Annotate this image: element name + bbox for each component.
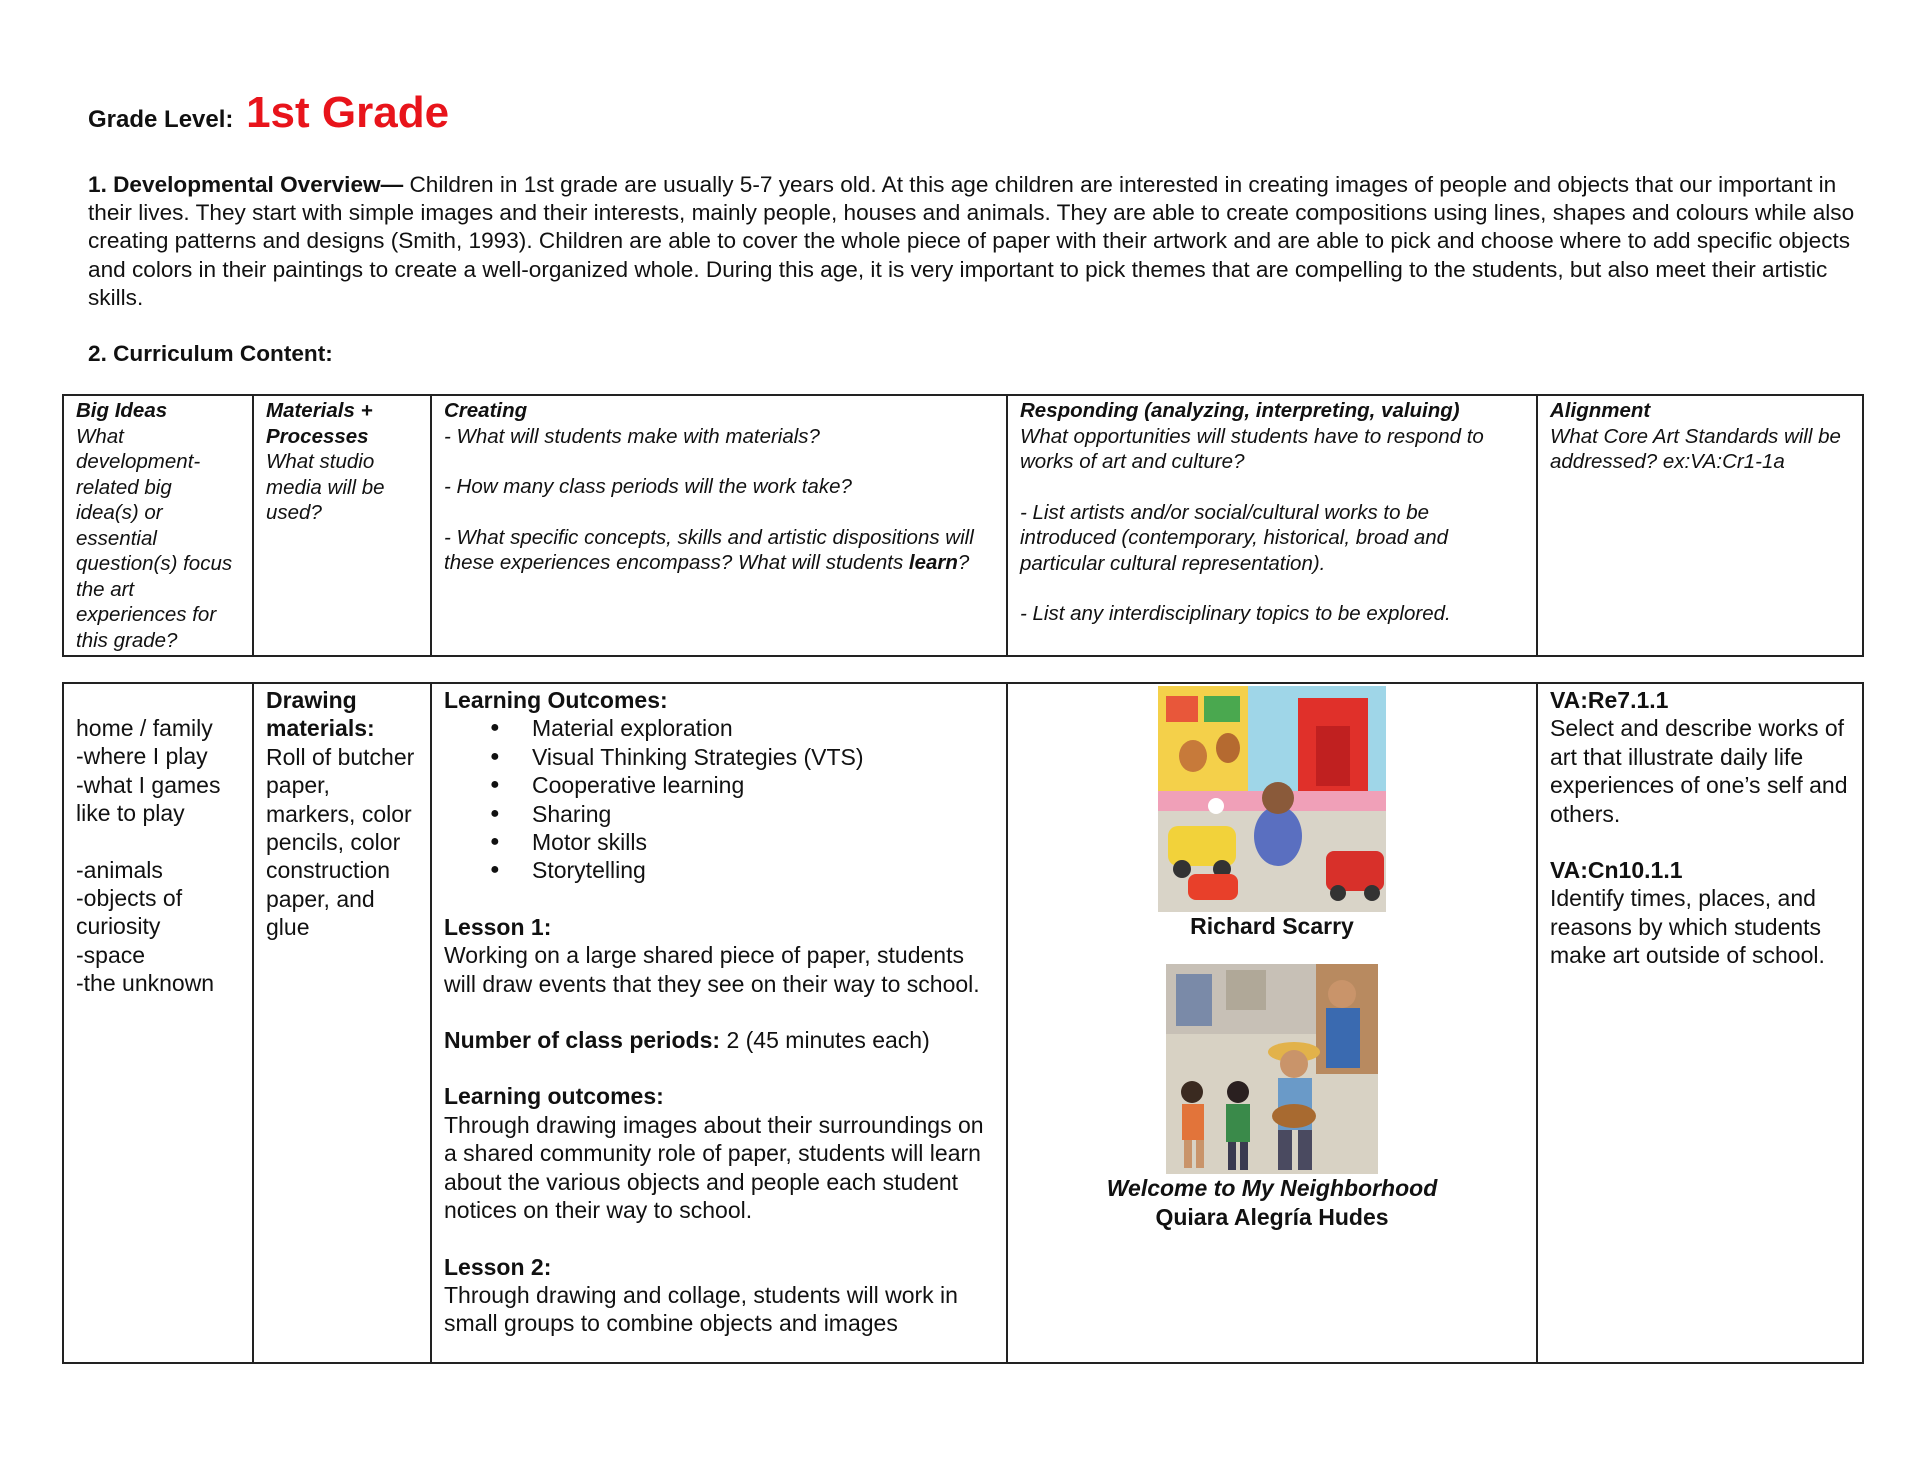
header-creating-q2: - How many class periods will the work take? xyxy=(444,475,852,498)
curriculum-header-table xyxy=(62,394,1864,657)
header-alignment xyxy=(1537,395,1863,656)
big-ideas-item: -where I play xyxy=(76,743,208,770)
curriculum-content-table xyxy=(62,682,1864,1364)
lesson2-text: Through drawing and collage, students will work in small groups to combine objects and images xyxy=(444,1281,958,1337)
header-responding-q2: - List artists and/or social/cultural works to be introduced (contemporary, historical, broad and particular cultural representation). xyxy=(1020,500,1449,575)
creating-cell xyxy=(431,683,1007,1363)
overview-heading: 1. Developmental Overview— xyxy=(88,172,404,197)
artwork2-author: Quiara Alegría Hudes xyxy=(1155,1203,1389,1230)
header-responding-q1: What opportunities will students have to respond to works of art and culture? xyxy=(1020,424,1484,473)
class-periods: Number of class periods: 2 (45 minutes each) xyxy=(444,1027,930,1054)
header-big-ideas-title: Big Ideas xyxy=(76,399,168,422)
big-ideas-item: -objects of curiosity xyxy=(76,885,183,940)
artwork1-caption: Richard Scarry xyxy=(1190,913,1354,939)
grade-level xyxy=(88,88,449,138)
learning-outcomes2-title: Learning outcomes: xyxy=(444,1083,664,1110)
header-creating xyxy=(431,395,1007,656)
header-materials xyxy=(253,395,431,656)
header-alignment-title: Alignment xyxy=(1550,399,1651,422)
artwork2-title: Welcome to My Neighborhood xyxy=(1106,1175,1438,1202)
header-alignment-text: What Core Art Standards will be addressed? ex:VA:Cr1-1a xyxy=(1550,424,1841,473)
header-materials-title: Materials + Processes xyxy=(266,399,373,448)
materials-cell xyxy=(253,683,431,1363)
header-big-ideas-text: What development-related big idea(s) or essential question(s) focus the art experiences for this grade? xyxy=(76,424,233,652)
header-responding-q3: - List any interdisciplinary topics to be explored. xyxy=(1020,602,1451,625)
header-materials-text: What studio media will be used? xyxy=(266,450,385,524)
learning-outcomes2-text: Through drawing images about their surroundings on a shared community role of paper, students will learn about the various objects and people each student notices on their way to school. xyxy=(444,1111,984,1224)
learning-outcomes-title: Learning Outcomes: xyxy=(444,687,668,713)
list-item: ● Cooperative learning xyxy=(444,771,994,799)
welcome-neighborhood-illustration xyxy=(1166,964,1378,1174)
list-item: ● Storytelling xyxy=(444,856,994,884)
header-creating-q3: - What specific concepts, skills and artistic dispositions will these experiences encompass? What will students learn? xyxy=(444,525,974,574)
big-ideas-item: home / family xyxy=(76,715,213,741)
lesson1-text: Working on a large shared piece of paper, students will draw events that they see on their way to school. xyxy=(444,942,980,997)
standard1-code: VA:Re7.1.1 xyxy=(1550,687,1669,713)
header-responding-title: Responding (analyzing, interpreting, valuing) xyxy=(1020,399,1460,422)
grade-level-value: 1st Grade xyxy=(246,88,450,137)
richard-scarry-illustration xyxy=(1158,686,1386,912)
grade-level-label: Grade Level: xyxy=(88,106,234,133)
overview-text: Children in 1st grade are usually 5-7 years old. At this age children are interested in creating images of people and objects that our important in their lives. They start with simple images and their interests, mainly people, houses and animals. They are able to create compositions using lines, shapes and colours while also creating patterns and designs (Smith, 1993). Children are able to cover the whole piece of paper with their artwork and are able to pick and choose where to add specific objects and colors in their paintings to create a well-organized whole. During this age, it is very important to pick themes that are compelling to the students, but also meet their artistic skills. xyxy=(88,172,1855,310)
header-big-ideas xyxy=(63,395,253,656)
list-item: ● Visual Thinking Strategies (VTS) xyxy=(444,743,994,771)
header-creating-q1: - What will students make with materials? xyxy=(444,424,820,448)
big-ideas-item: -the unknown xyxy=(76,970,215,997)
big-ideas-item: -space xyxy=(76,941,146,968)
big-ideas-cell xyxy=(63,683,253,1363)
materials-title: Drawing materials: xyxy=(266,687,375,742)
developmental-overview xyxy=(88,171,1858,312)
standard2-text: Identify times, places, and reasons by which students make art outside of school. xyxy=(1550,885,1825,969)
header-responding xyxy=(1007,395,1537,656)
lesson2-title: Lesson 2: xyxy=(444,1253,552,1280)
materials-text: Roll of butcher paper, markers, color pencils, color construction paper, and glue xyxy=(266,743,415,941)
list-item: ● Material exploration xyxy=(444,714,994,742)
standard1-text: Select and describe works of art that illustrate daily life experiences of one’s self and others. xyxy=(1550,715,1848,827)
curriculum-heading: 2. Curriculum Content: xyxy=(88,341,333,366)
header-creating-title: Creating xyxy=(444,399,528,422)
list-item: ● Sharing xyxy=(444,800,994,828)
big-ideas-item: -animals xyxy=(76,856,163,883)
learning-outcomes-list xyxy=(444,714,994,884)
big-ideas-item: -what I games like to play xyxy=(76,771,221,827)
list-item: ● Motor skills xyxy=(444,828,994,856)
responding-cell xyxy=(1007,683,1537,1363)
alignment-cell xyxy=(1537,683,1863,1363)
standard2-code: VA:Cn10.1.1 xyxy=(1550,857,1683,884)
lesson1-title: Lesson 1: xyxy=(444,913,552,940)
